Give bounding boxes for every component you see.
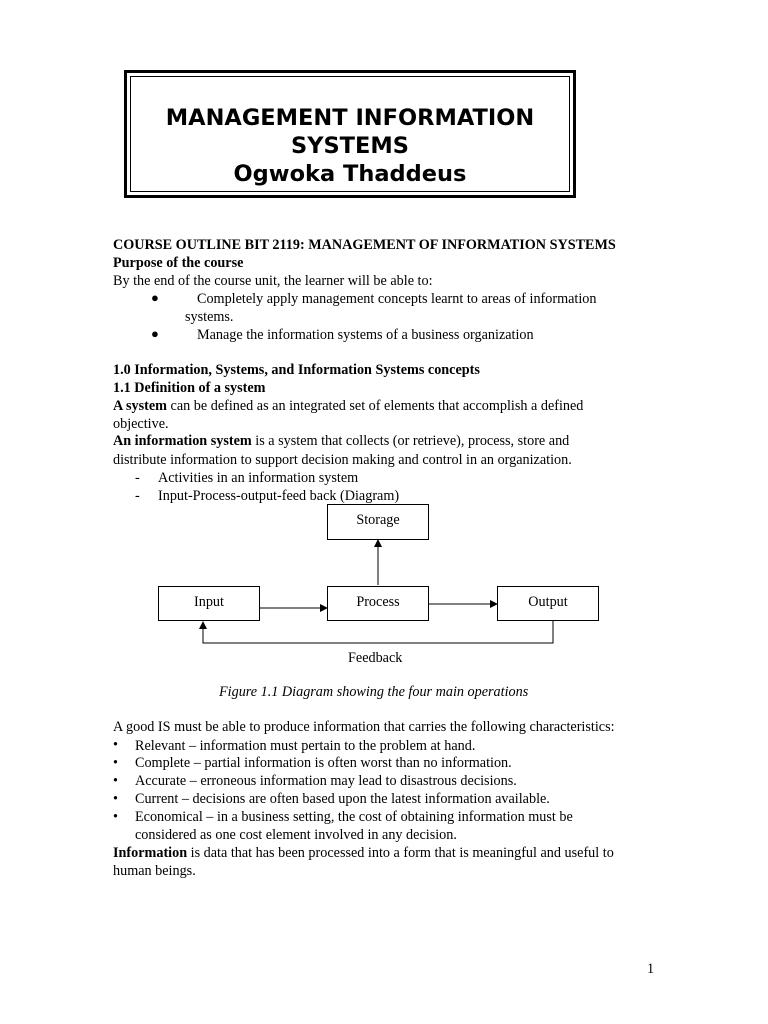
process-box: Process bbox=[327, 586, 429, 621]
characteristic-item: Relevant – information must pertain to the problem at hand. bbox=[135, 738, 476, 754]
feedback-label: Feedback bbox=[348, 650, 403, 666]
characteristics-intro: A good IS must be able to produce information that carries the following characteristics: bbox=[113, 719, 615, 735]
title-line-1: MANAGEMENT INFORMATION bbox=[165, 105, 535, 131]
characteristic-item: Current – decisions are often based upon the latest information available. bbox=[135, 791, 550, 807]
purpose-heading: Purpose of the course bbox=[113, 255, 244, 271]
feedback-loop-arrow bbox=[203, 620, 553, 643]
bullet-dot: ● bbox=[151, 290, 159, 305]
purpose-bullet-2: Manage the information systems of a business organization bbox=[197, 327, 534, 343]
characteristic-item: Complete – partial information is often worst than no information. bbox=[135, 755, 512, 771]
dash-marker: - bbox=[135, 470, 140, 486]
characteristic-item-continuation: considered as one cost element involved in any decision. bbox=[135, 827, 457, 843]
is-definition-line-1: An information system is a system that collects (or retrieve), process, store and bbox=[113, 433, 570, 449]
section-heading-1-1: 1.1 Definition of a system bbox=[113, 380, 266, 396]
dash-marker: - bbox=[135, 488, 140, 504]
course-outline-heading: COURSE OUTLINE BIT 2119: MANAGEMENT OF INFORMATION SYSTEMS bbox=[113, 237, 616, 253]
purpose-bullet-1-line-2: systems. bbox=[185, 309, 234, 325]
output-box: Output bbox=[497, 586, 599, 621]
bullet-dot: ● bbox=[151, 326, 159, 341]
bullet-icon: • bbox=[113, 755, 118, 771]
title-line-2: SYSTEMS bbox=[290, 133, 409, 159]
page-number: 1 bbox=[647, 961, 655, 977]
dash-item-1: Activities in an information system bbox=[158, 470, 359, 486]
bullet-icon: • bbox=[113, 791, 118, 807]
purpose-intro: By the end of the course unit, the learner will be able to: bbox=[113, 273, 433, 289]
characteristic-item: Economical – in a business setting, the cost of obtaining information must be bbox=[135, 809, 573, 825]
information-definition-line-1: Information is data that has been processed into a form that is meaningful and useful to bbox=[113, 845, 614, 861]
bullet-icon: • bbox=[113, 737, 118, 753]
section-heading-1-0: 1.0 Information, Systems, and Information Systems concepts bbox=[113, 362, 480, 378]
system-definition-line-2: objective. bbox=[113, 416, 169, 432]
figure-caption: Figure 1.1 Diagram showing the four main operations bbox=[219, 684, 529, 700]
author-name: Ogwoka Thaddeus bbox=[233, 161, 467, 187]
system-definition-line-1: A system can be defined as an integrated set of elements that accomplish a defined bbox=[113, 398, 584, 414]
bullet-icon: • bbox=[113, 809, 118, 825]
bullet-icon: • bbox=[113, 773, 118, 789]
is-definition-line-2: distribute information to support decision making and control in an organization. bbox=[113, 452, 572, 468]
characteristic-item: Accurate – erroneous information may lead to disastrous decisions. bbox=[135, 773, 517, 789]
input-box: Input bbox=[158, 586, 260, 621]
information-definition-line-2: human beings. bbox=[113, 863, 196, 879]
dash-item-2: Input-Process-output-feed back (Diagram) bbox=[158, 488, 400, 504]
storage-box: Storage bbox=[327, 504, 429, 540]
purpose-bullet-1-line-1: Completely apply management concepts learnt to areas of information bbox=[197, 291, 597, 307]
